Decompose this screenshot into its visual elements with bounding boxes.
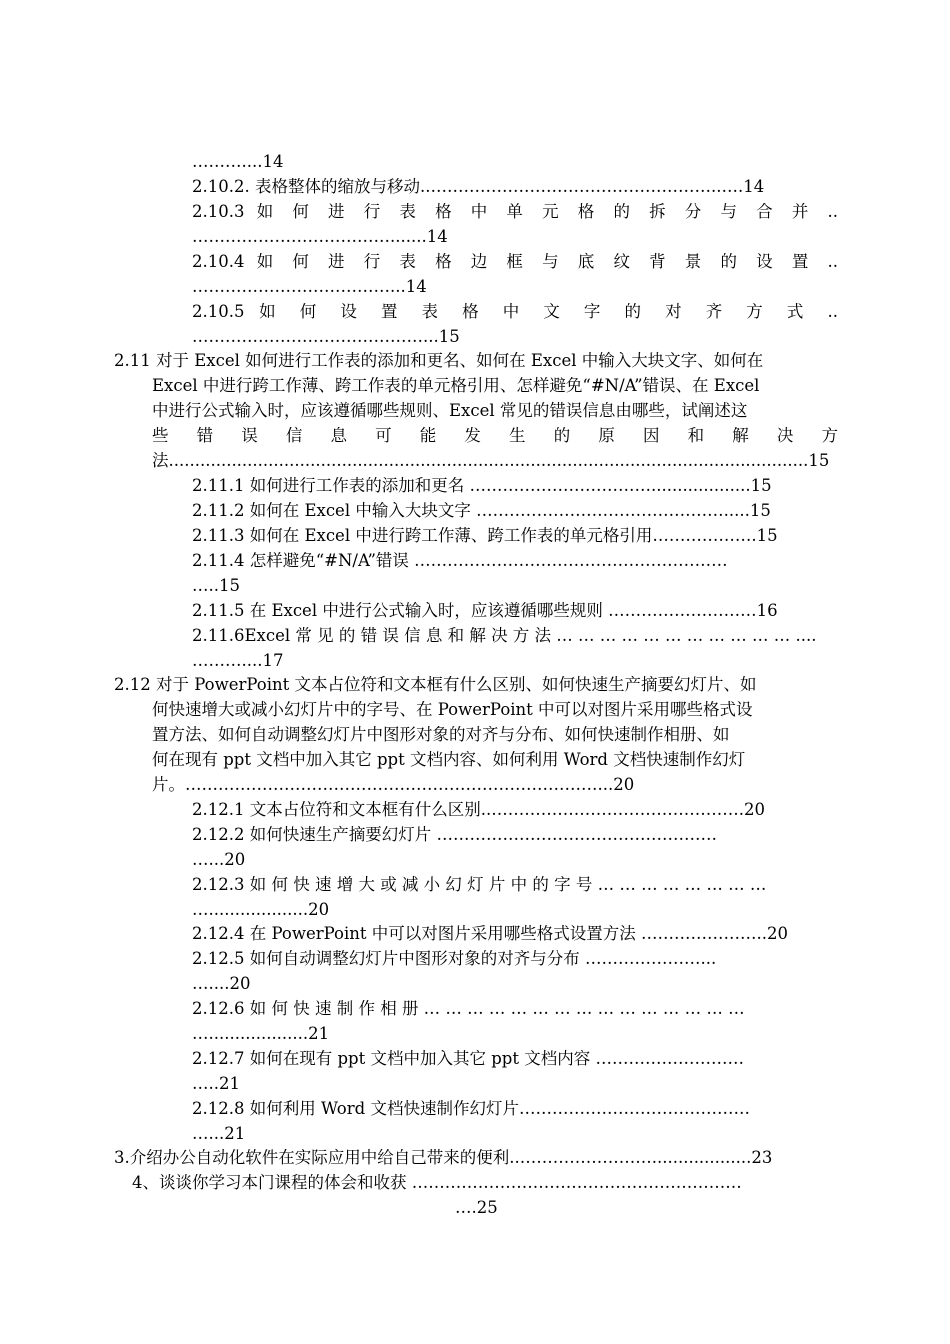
toc-line: 2.12.6 如 何 快 速 制 作 相 册 … … … … … … … … … … … … … … … xyxy=(192,999,745,1018)
toc-line: …..15 xyxy=(192,576,240,595)
toc-line: 片。…………………………………………………………………...20 xyxy=(152,775,635,794)
toc-line: 2.12.1 文本占位符和文本框有什么区别..……………………………………….20 xyxy=(192,800,765,819)
toc-line: 何在现有 ppt 文档中加入其它 ppt 文档内容、如何利用 Word 文档快速制作幻灯 xyxy=(152,750,746,769)
toc-line: 2.11.4 怎样避免“#N/A”错误 ………………………………………………… xyxy=(192,551,728,570)
toc-line: 2.11 对于 Excel 如何进行工作表的添加和更名、如何在 Excel 中输入大块文字、如何在 xyxy=(114,351,764,370)
toc-line: 2.10.5 如 何 设 置 表 格 中 文 字 的 对 齐 方 式 .. xyxy=(192,302,838,321)
toc-line: 2.10.3 如 何 进 行 表 格 中 单 元 格 的 拆 分 与 合 并 .. xyxy=(192,202,838,221)
toc-line: 2.12 对于 PowerPoint 文本占位符和文本框有什么区别、如何快速生产摘要幻灯片、如 xyxy=(114,675,757,694)
toc-line: ………....17 xyxy=(192,651,284,670)
toc-line: 2.12.4 在 PowerPoint 中可以对图片采用哪些格式设置方法 …………………..20 xyxy=(192,924,788,943)
toc-line: 2.12.7 如何在现有 ppt 文档中加入其它 ppt 文档内容 ……………………… xyxy=(192,1049,744,1068)
toc-line: 2.11.3 如何在 Excel 中进行跨工作薄、跨工作表的单元格引用……………….15 xyxy=(192,526,778,545)
toc-line: 2.12.3 如 何 快 速 增 大 或 减 小 幻 灯 片 中 的 字 号 … … … … … … … … xyxy=(192,875,767,894)
toc-line: 何快速增大或减小幻灯片中的字号、在 PowerPoint 中可以对图片采用哪些格式设 xyxy=(152,700,753,719)
toc-line: ….25 xyxy=(455,1198,498,1217)
toc-line: Excel 中进行跨工作薄、跨工作表的单元格引用、怎样避免“#N/A”错误、在 Excel xyxy=(152,376,760,395)
toc-line: 中进行公式输入时，应该遵循哪些规则、Excel 常见的错误信息由哪些，试阐述这 xyxy=(152,401,748,420)
toc-line: 2.11.5 在 Excel 中进行公式输入时，应该遵循哪些规则 ………………………16 xyxy=(192,601,778,620)
toc-line: 2.11.2 如何在 Excel 中输入大块文字 ……………………………………….....15 xyxy=(192,501,771,520)
toc-line: ……………………………………...15 xyxy=(192,327,460,346)
toc-line: 些 错 误 信 息 可 能 发 生 的 原 因 和 解 决 方 xyxy=(152,426,838,445)
toc-line: ………………………………...14 xyxy=(192,277,427,296)
toc-line: 2.11.1 如何进行工作表的添加和更名 ……………………………...................15 xyxy=(192,476,772,495)
toc-line: 2.11.6Excel 常 见 的 错 误 信 息 和 解 决 方 法 … … … … … … … … … … … .... xyxy=(192,626,817,645)
toc-line: …...................21 xyxy=(192,1024,330,1043)
toc-line: …...................20 xyxy=(192,900,330,919)
toc-line: …....20 xyxy=(192,974,251,993)
toc-line: …...20 xyxy=(192,850,246,869)
toc-line: …...21 xyxy=(192,1124,246,1143)
toc-line: ………....14 xyxy=(192,152,284,171)
toc-line: 法..........................................................................................................................15 xyxy=(152,451,830,470)
toc-line: 2.12.2 如何快速生产摘要幻灯片 …………………………………………… xyxy=(192,825,717,844)
toc-line: 2.10.4 如 何 进 行 表 格 边 框 与 底 纹 背 景 的 设 置 .. xyxy=(192,252,838,271)
toc-line: 4、谈谈你学习本门课程的体会和收获 …………………………………………………… xyxy=(132,1173,742,1192)
toc-line: 3.介绍办公自动化软件在实际应用中给自己带来的便利..……………………...................23 xyxy=(114,1148,773,1167)
toc-line: …..21 xyxy=(192,1074,240,1093)
toc-line: 置方法、如何自动调整幻灯片中图形对象的对齐与分布、如何快速制作相册、如 xyxy=(152,725,730,744)
toc-line: 2.12.5 如何自动调整幻灯片中图形对象的对齐与分布 …………………... xyxy=(192,949,717,968)
toc-line: 2.10.2. 表格整体的缩放与移动..……………………………………………..….14 xyxy=(192,177,765,196)
toc-line: ……………………………….......14 xyxy=(192,227,448,246)
toc-line: 2.12.8 如何利用 Word 文档快速制作幻灯片…………………………………… xyxy=(192,1099,750,1118)
